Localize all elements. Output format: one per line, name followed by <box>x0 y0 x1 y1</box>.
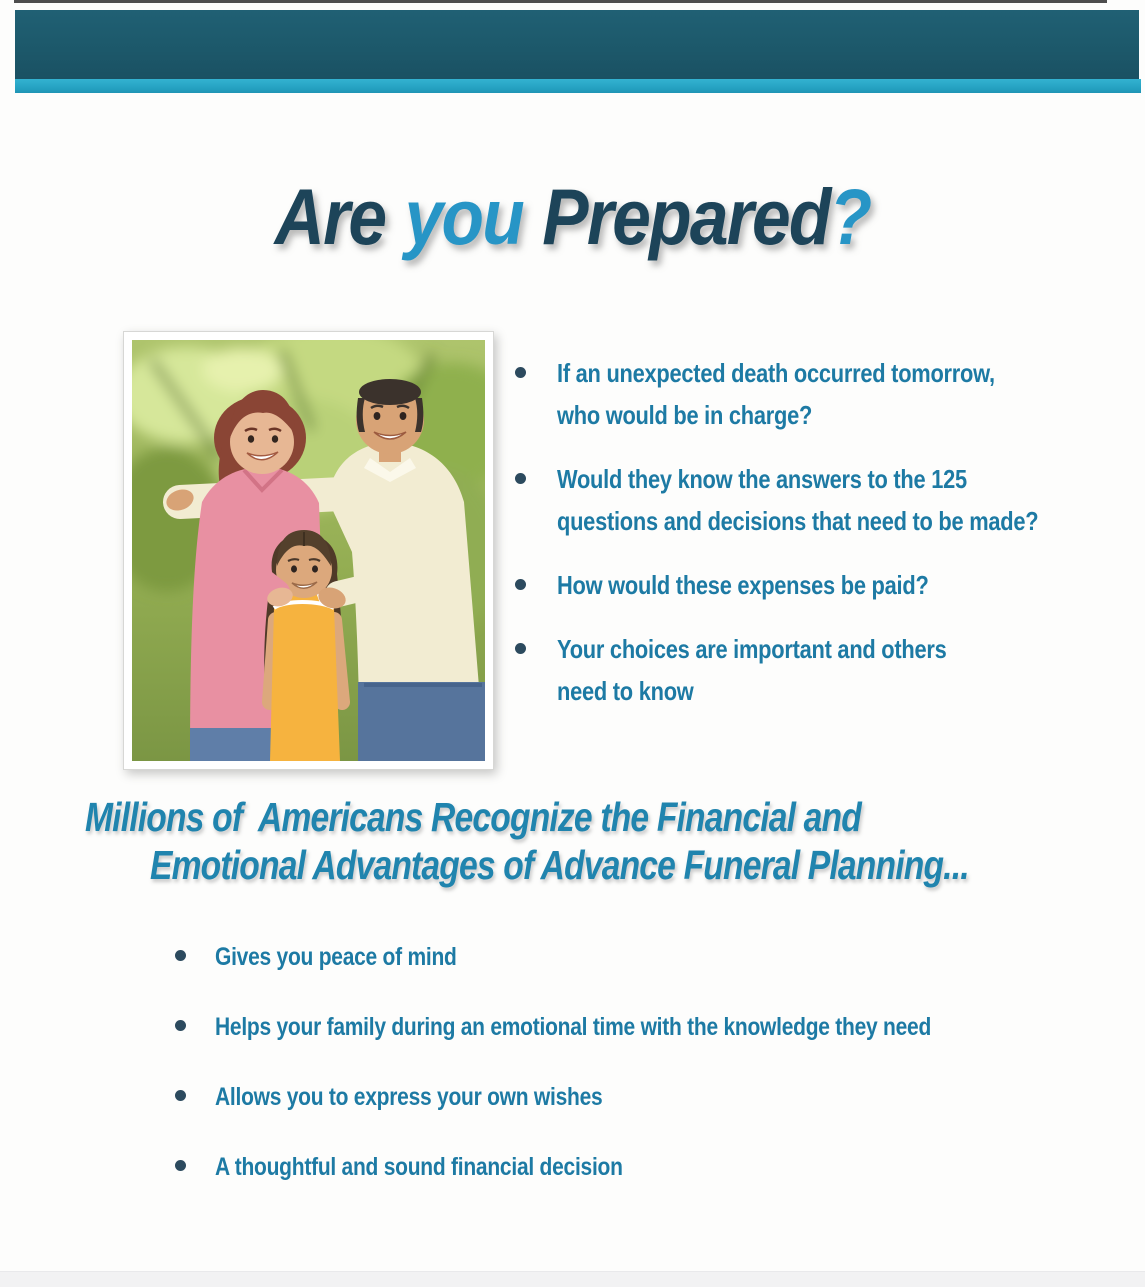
intro-bullet-item <box>515 458 1115 542</box>
bullet-icon <box>515 643 526 654</box>
bullet-text <box>557 352 995 436</box>
bullet-icon <box>175 1090 186 1101</box>
bullet-text <box>557 458 1038 542</box>
benefit-bullet-item <box>175 936 1115 978</box>
bullet-line: need to know <box>557 676 694 706</box>
page-title <box>0 172 1145 261</box>
intro-bullet-item <box>515 628 1115 712</box>
title-word-you: you <box>404 172 523 261</box>
bullet-text <box>557 564 929 606</box>
section-heading <box>0 793 1145 889</box>
family-photo <box>123 331 494 770</box>
benefit-bullet-item <box>175 1006 1115 1048</box>
bullet-line: How would these expenses be paid? <box>557 570 929 600</box>
family-photo-illustration <box>132 340 485 761</box>
title-word-prepared: Prepared <box>542 172 830 261</box>
benefit-bullet-item <box>175 1146 1115 1188</box>
bullet-icon <box>515 473 526 484</box>
bullet-line: Helps your family during an emotional time with the knowledge they need <box>215 1013 932 1041</box>
intro-bullet-list <box>515 352 1115 734</box>
benefit-bullet-item <box>175 1076 1115 1118</box>
bullet-icon <box>175 950 186 961</box>
bullet-icon <box>175 1020 186 1031</box>
bullet-line: Your choices are important and others <box>557 634 947 664</box>
bullet-text <box>215 936 457 978</box>
bullet-line: A thoughtful and sound financial decision <box>215 1153 623 1181</box>
section-heading-line-1: Millions of Americans Recognize the Financial and <box>85 794 862 840</box>
bullet-line: questions and decisions that need to be made? <box>557 506 1039 536</box>
title-word-are: Are <box>274 172 386 261</box>
bullet-text <box>557 628 947 712</box>
bullet-line: who would be in charge? <box>557 400 813 430</box>
bullet-text <box>215 1146 623 1188</box>
title-question-mark: ? <box>829 172 871 261</box>
bullet-text <box>215 1076 602 1118</box>
section-heading-line-2: Emotional Advantages of Advance Funeral Planning... <box>150 842 969 888</box>
benefits-bullet-list <box>175 936 1115 1216</box>
bullet-icon <box>175 1160 186 1171</box>
intro-bullet-item <box>515 564 1115 606</box>
bullet-line: Allows you to express your own wishes <box>215 1083 603 1111</box>
scan-edge-line <box>14 0 1107 3</box>
banner-accent-strip <box>15 79 1141 93</box>
bullet-line: If an unexpected death occurred tomorrow, <box>557 358 995 388</box>
intro-bullet-item <box>515 352 1115 436</box>
bullet-line: Would they know the answers to the 125 <box>557 464 967 494</box>
top-banner <box>15 10 1139 79</box>
footer-strip <box>0 1271 1145 1287</box>
bullet-icon <box>515 367 526 378</box>
bullet-text <box>215 1006 931 1048</box>
bullet-line: Gives you peace of mind <box>215 943 457 971</box>
page-title-text <box>274 172 871 261</box>
bullet-icon <box>515 579 526 590</box>
